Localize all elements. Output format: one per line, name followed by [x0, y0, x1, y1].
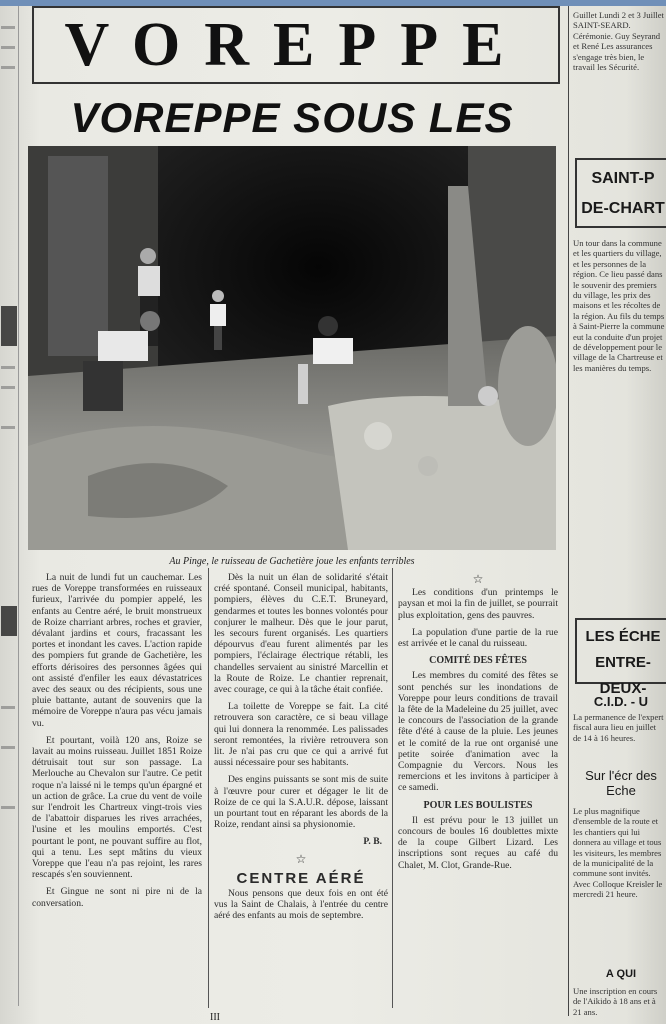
masthead-title: VOREPPE	[64, 10, 528, 79]
saint-pierre-title: SAINT-P DE-CHART	[581, 170, 665, 217]
column-rule	[392, 568, 393, 1008]
cid-text: La permanence de l'expert fiscal aura lieu en juillet de 14 à 16 heures.	[573, 712, 664, 743]
right-column	[568, 6, 666, 1016]
paragraph: La nuit de lundi fut un cauchemar. Les rues de Voreppe transformées en ruisseaux furieux, l'arrivée du pompier appelé, les enfants au Centre aéré, le bruit monstrueux de Roize charriant arbres, roches et gravier, dévalant jardins et cours, fracassant les portes et inondant les caves. L'action rapide des pompiers fut grande de Gachetière, les efforts dérisoires des personnes âgées qui ont assisté d'enfiler les eaux dévastatrices avec des seaux ou des récipients, sous une pluie battante, autant de souvenirs que la mémoire de Voreppe n'aura pas vécu jamais vu.	[32, 572, 202, 729]
separator-star: ☆	[472, 572, 484, 586]
cid-title: C.I.D. - U	[593, 694, 649, 709]
column-rule	[208, 568, 209, 1008]
paragraph: Et pourtant, voilà 120 ans, Roize se lavait au moins ruisseau. Juillet 1851 Roize détruisait tout sur son passage. La Merlouche au Chevalon sur l'autre. Ce petit roque n'a laissé ni le temps qu'un épargné et un action de grâce. La crue du vent de voile sur l'endroit les Chartreux vingt-trois vies de l'abattoir disparues les rives arrachées, l'usine et les moulins emportés. C'est pourtant le pont, ne pouvant suffire au flot, qui a tenu. Les sept mâtins du vieux Voreppe que l'eau n'a pas rejoint, les rares rescapés s'en souviennent.	[32, 734, 202, 881]
article-column-2	[214, 572, 388, 928]
paragraph: Nous pensons que deux fois en ont été vus la Saint de Chalais, à l'entrée du centre aéré des enfants au mois de septembre.	[214, 888, 388, 922]
paragraph: Les membres du comité des fêtes se sont penchés sur les inondations de Voreppe pour leurs conditions de travail la fête de la Madeleine du 25 juillet, avec le concours de l'association de la grande fête d'été à cause de la pluie. Les jeunes et le comité de la rue ont organisé une petite soirée d'animation avec la Compagnie du Vercors. Nous les remercions et les invitons à participer à ce samedi.	[398, 670, 558, 794]
aqui-title: A QUI	[605, 968, 637, 980]
boulistes-title: POUR LES BOULISTES	[423, 799, 533, 811]
aqui-text: Une inscription en cours de l'Aikido à 18 ans et à 21 ans.	[573, 986, 658, 1016]
photo-caption: Au Pinge, le ruisseau de Gachetière joue les enfants terribles	[169, 556, 415, 567]
echelles-title: LES ÉCHE ENTRE-DEUX-	[585, 628, 661, 697]
comite-title: COMITÉ DES FÊTES	[429, 655, 527, 667]
right-mid-text: Un tour dans la commune et les quartiers du village, et les personnes de la région. Ce lieu passé dans le souvenir des premiers du village, les prix des maisons et les récoltes de la région. Au fils du temps à Saint-Pierre la commune eut la conduite d'un projet de développement pour le village de la Chartreuse et les manières du temps.	[573, 238, 665, 373]
left-margin-column	[0, 6, 19, 1006]
paragraph: Et Gingue ne sont ni pire ni de la conversation.	[32, 886, 202, 909]
article-column-1	[32, 572, 202, 915]
paragraph: La population d'une partie de la rue est arrivée et le canal du ruisseau.	[398, 626, 558, 650]
sur-text: Le plus magnifique d'ensemble de la route et les chantiers qui lui donnera au village et tous les visiteurs, les membres de la municipalité de la commune sont invités. Avec Colloque Kreisler le mercredi 21 heure.	[573, 806, 663, 900]
paragraph: La toilette de Voreppe se fait. La cité retrouvera son caractère, ce si beau village qui lui donnera la renommée. Les palissades seront remontées, la rivière retrouvera son lit. Je n'ai pas cru que ce qui a arrivé fut aussi nécessaire pour ses habitants.	[214, 701, 388, 769]
signature: P. B.	[363, 836, 382, 848]
article-column-3	[398, 572, 558, 877]
masthead	[32, 6, 560, 84]
paragraph: Les conditions d'un printemps le paysan et moi la fin de juillet, se pourrait plus exploitation, gens des pauvres.	[398, 587, 558, 621]
page-number: III	[210, 1012, 220, 1023]
saint-pierre-box	[575, 158, 666, 228]
paragraph: Des engins puissants se sont mis de suite à l'œuvre pour curer et dégager le lit de Roize de ce qui la S.A.U.R. dépose, laissant un pourtant tout en réparant les abords de la Roize, rendant ainsi sa physionomie.	[214, 774, 388, 831]
paragraph: Dès la nuit un élan de solidarité s'était créé spontané. Conseil municipal, habitants, pompiers, élèves du C.E.T. Bruneyard, gendarmes et toutes les bonnes volontés pour conjurer le malheur. Dès que le jour parut, les secours furent organisés. Les quartiers dépourvus d'eau furent alimentés par les pompiers, l'éclairage électrique rétabli, les chandelles servaient au sinistré Marcellin et la Route de Roize. Le chantier reprenait, avec courage, ce qui à la tâche était confiée.	[214, 572, 388, 696]
flood-photo	[28, 146, 556, 550]
main-article-area	[22, 6, 562, 1016]
headline: VOREPPE SOUS LES	[70, 94, 514, 141]
paragraph: Il est prévu pour le 13 juillet un concours de boules 16 doublettes mixte de la coupe Gilbert Lizard. Les inscriptions sont reçues au café du Chalet, M. Clot, Grande-Rue.	[398, 814, 558, 871]
right-top-text: Guillet Lundi 2 et 3 Juillet SAINT-SEARD. Cérémonie. Guy Seyrand et René Les assurances s'engage très bien, le travail les Sécurité.	[573, 10, 664, 73]
sur-title: Sur l'écr des Eche	[585, 768, 657, 798]
centre-aere-title: CENTRE AÉRÉ	[236, 869, 366, 887]
separator-star: ☆	[295, 851, 307, 866]
echelles-box	[575, 618, 666, 697]
